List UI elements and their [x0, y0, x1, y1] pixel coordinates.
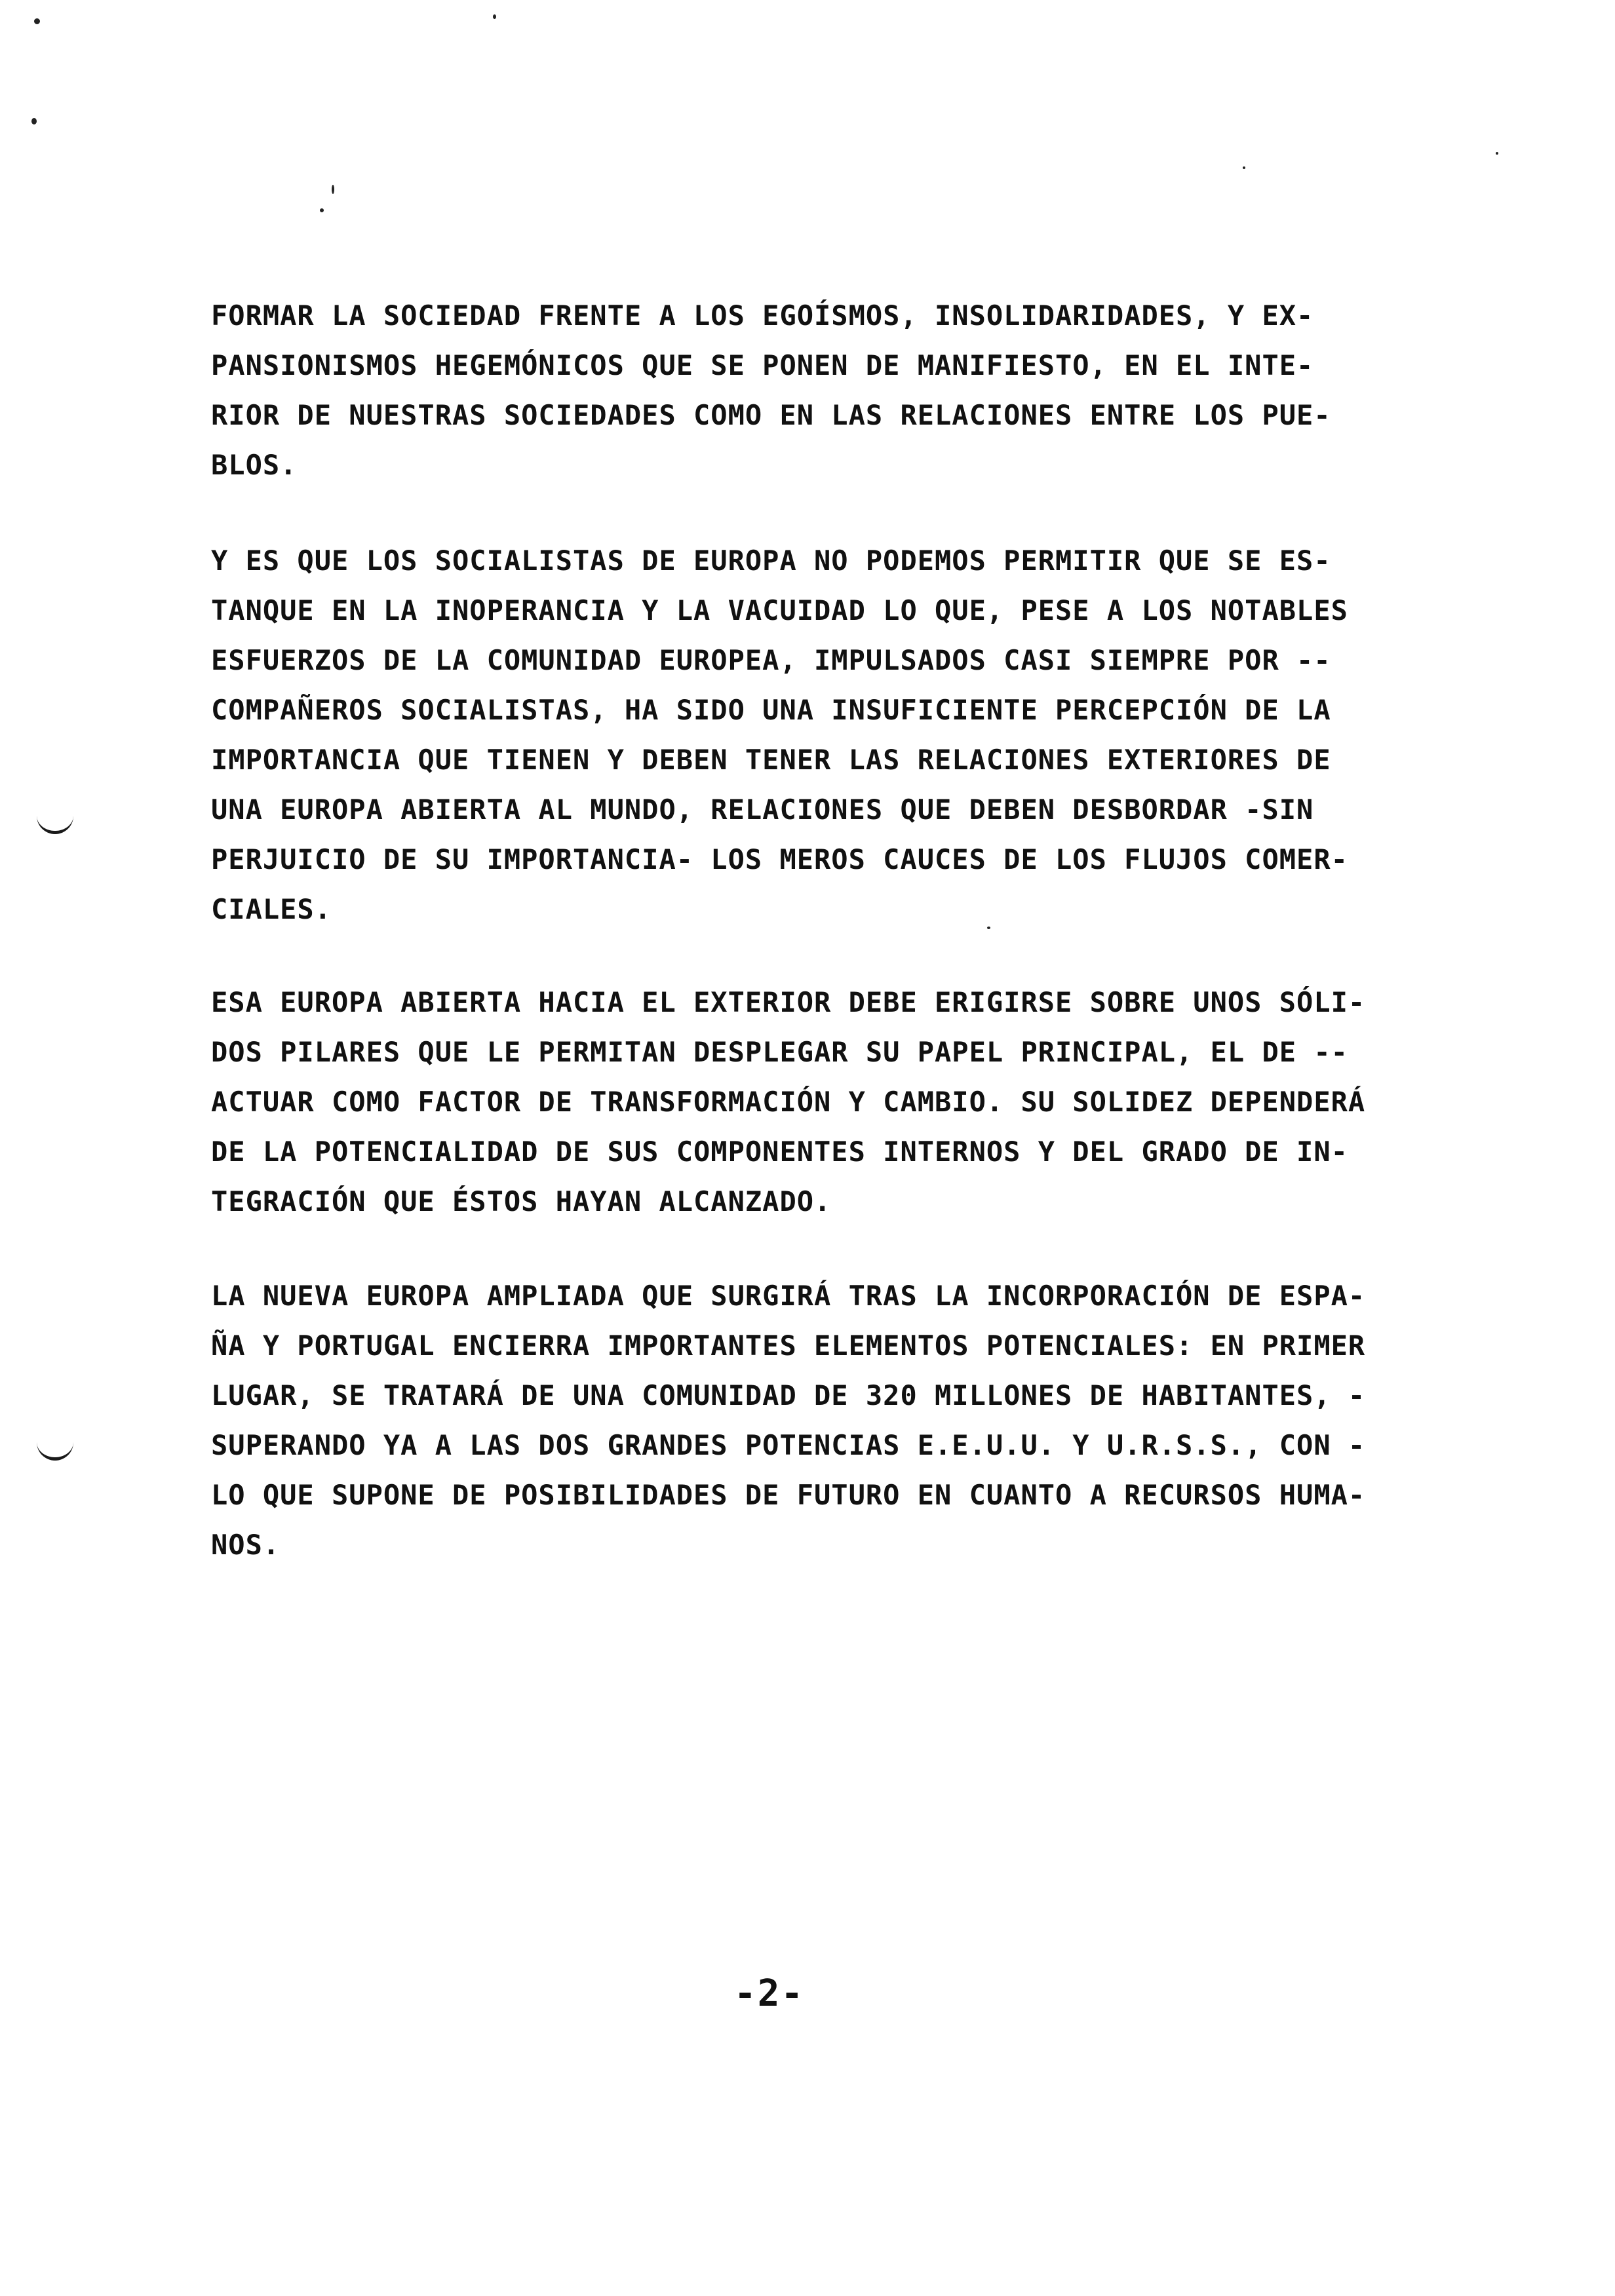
- text-line: PERJUICIO DE SU IMPORTANCIA- LOS MEROS CAUCES DE LOS FLUJOS COMER-: [211, 843, 1348, 875]
- scan-speck: [34, 18, 40, 24]
- text-line: ACTUAR COMO FACTOR DE TRANSFORMACIÓN Y CAMBIO. SU SOLIDEZ DEPENDERÁ: [211, 1086, 1366, 1118]
- text-line: DOS PILARES QUE LE PERMITAN DESPLEGAR SU PAPEL PRINCIPAL, EL DE --: [211, 1036, 1348, 1068]
- text-line: BLOS.: [211, 449, 298, 481]
- text-line: TANQUE EN LA INOPERANCIA Y LA VACUIDAD LO QUE, PESE A LOS NOTABLES: [211, 594, 1348, 626]
- text-line: ÑA Y PORTUGAL ENCIERRA IMPORTANTES ELEMENTOS POTENCIALES: EN PRIMER: [211, 1330, 1366, 1362]
- text-line: SUPERANDO YA A LAS DOS GRANDES POTENCIAS E.E.U.U. Y U.R.S.S., CON -: [211, 1429, 1366, 1461]
- page-number: -2-: [734, 1972, 805, 2015]
- text-line: LA NUEVA EUROPA AMPLIADA QUE SURGIRÁ TRAS LA INCORPORACIÓN DE ESPA-: [211, 1280, 1366, 1312]
- text-line: UNA EUROPA ABIERTA AL MUNDO, RELACIONES QUE DEBEN DESBORDAR -SIN: [211, 794, 1314, 826]
- text-line: ESA EUROPA ABIERTA HACIA EL EXTERIOR DEBE ERIGIRSE SOBRE UNOS SÓLI-: [211, 986, 1366, 1018]
- paragraph: [211, 978, 1528, 1227]
- text-line: ESFUERZOS DE LA COMUNIDAD EUROPEA, IMPULSADOS CASI SIEMPRE POR --: [211, 644, 1331, 676]
- text-line: DE LA POTENCIALIDAD DE SUS COMPONENTES INTERNOS Y DEL GRADO DE IN-: [211, 1136, 1348, 1168]
- binder-hole-mark: [37, 813, 73, 834]
- text-line: CIALES.: [211, 893, 332, 925]
- text-line: NOS.: [211, 1529, 281, 1561]
- text-line: IMPORTANCIA QUE TIENEN Y DEBEN TENER LAS RELACIONES EXTERIORES DE: [211, 744, 1331, 776]
- scan-speck: [1243, 166, 1245, 169]
- paragraph: [211, 1271, 1528, 1570]
- binder-hole-mark: [37, 1439, 73, 1461]
- text-line: COMPAÑEROS SOCIALISTAS, HA SIDO UNA INSUFICIENTE PERCEPCIÓN DE LA: [211, 694, 1331, 726]
- scan-speck: [493, 14, 496, 19]
- text-line: Y ES QUE LOS SOCIALISTAS DE EUROPA NO PODEMOS PERMITIR QUE SE ES-: [211, 545, 1331, 577]
- text-line: PANSIONISMOS HEGEMÓNICOS QUE SE PONEN DE MANIFIESTO, EN EL INTE-: [211, 349, 1314, 381]
- text-line: LO QUE SUPONE DE POSIBILIDADES DE FUTURO EN CUANTO A RECURSOS HUMA-: [211, 1479, 1366, 1511]
- scan-speck: [1496, 152, 1498, 155]
- text-line: RIOR DE NUESTRAS SOCIEDADES COMO EN LAS RELACIONES ENTRE LOS PUE-: [211, 399, 1331, 431]
- scan-speck: [31, 118, 37, 124]
- text-line: TEGRACIÓN QUE ÉSTOS HAYAN ALCANZADO.: [211, 1185, 832, 1217]
- paragraph: [211, 291, 1528, 490]
- scan-speck: [332, 185, 334, 194]
- text-line: LUGAR, SE TRATARÁ DE UNA COMUNIDAD DE 320 MILLONES DE HABITANTES, -: [211, 1379, 1366, 1411]
- paragraph: [211, 536, 1528, 934]
- text-line: FORMAR LA SOCIEDAD FRENTE A LOS EGOÍSMOS, INSOLIDARIDADES, Y EX-: [211, 299, 1314, 332]
- scan-speck: [320, 208, 324, 212]
